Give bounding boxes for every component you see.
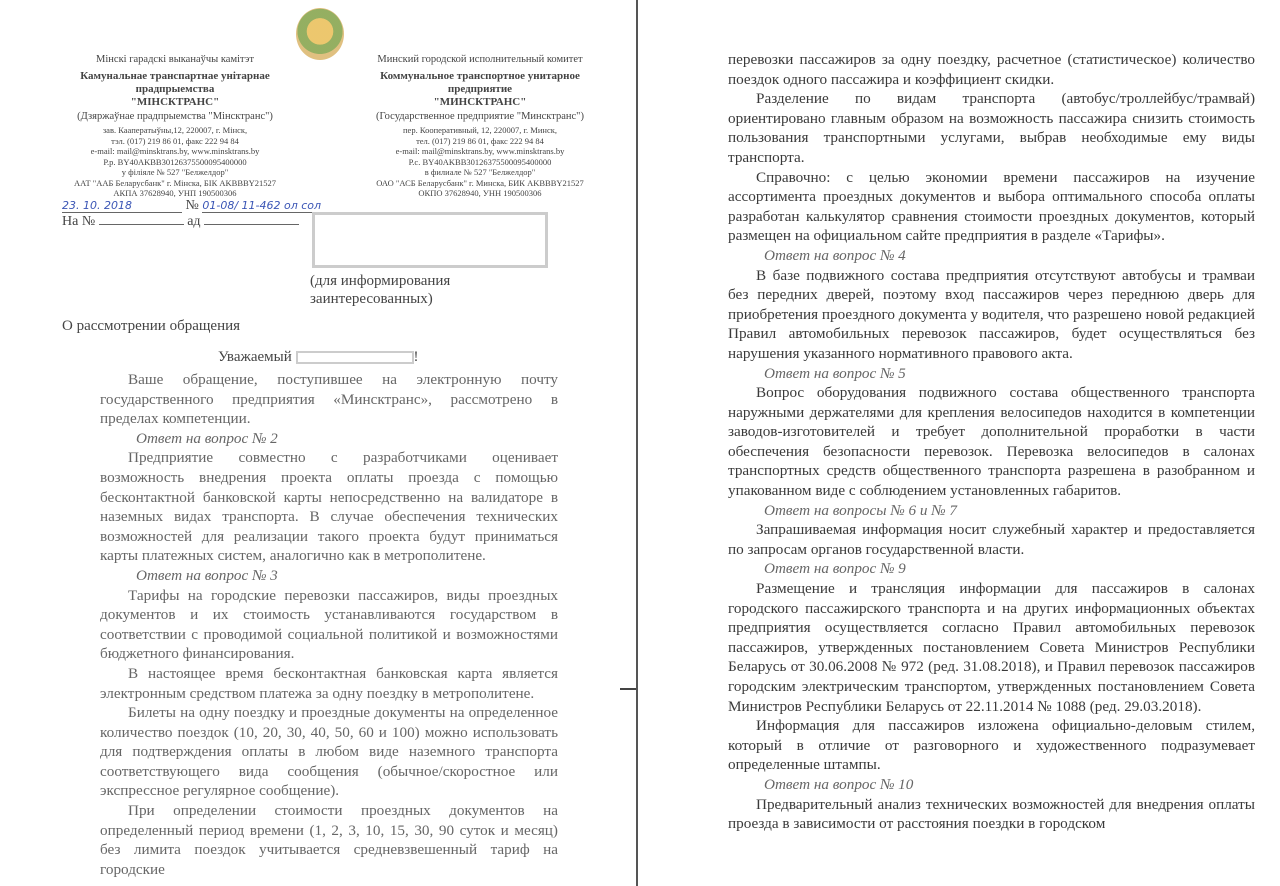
committee-name: Мінскі гарадскі выканаўчы камітэт xyxy=(96,54,254,65)
contact-line: тел. (017) 219 86 01, факс 222 94 84 xyxy=(416,135,544,146)
contact-line: ААТ "ААБ Беларусбанк" г. Мінска, БІК AKBBBY21527 xyxy=(73,177,277,188)
contact-line: e-mail: mail@minsktrans.by, www.minsktrans.by xyxy=(395,146,565,156)
answer-heading: Ответ на вопрос № 3 xyxy=(136,566,278,584)
addressee: (для информирования заинтересованных) xyxy=(310,273,451,307)
paragraph: При определении стоимости проездных документов на определенный период времени (1, 2, 3, 10, 15, 30, 90 суток и месяц) без лимита поездок учитывается средневзвешенный тариф на городские xyxy=(100,802,558,878)
redacted-address xyxy=(312,212,548,268)
contact-line: тэл. (017) 219 86 01, факс 222 94 84 xyxy=(111,135,239,146)
paragraph: Размещение и трансляция информации для пассажиров в салонах городского пассажирского транспорта и на других информационных объектах предприятия осуществляется согласно Правил автомобильных перевозок пассажиров, утвержденных постановлением Совета Министров Республики Беларусь от 30.06.2008 № 972 (ред. 31.08.2018), и Правил перевозок пассажиров городским электрическим транспортом, утвержденных постановлением Совета Министров Республики Беларусь от 22.11.2014 № 1088 (ред. 29.03.2018). xyxy=(728,580,1255,715)
letterhead-russian xyxy=(355,55,605,199)
paragraph: Разделение по видам транспорта (автобус/троллейбус/трамвай) ориентировано главным образом на возможность пассажира снизить стоимость пользования транспортными услугами, выбрав необходимые ему виды транспорта. xyxy=(728,90,1255,166)
answer-heading: Ответ на вопрос № 5 xyxy=(764,364,906,382)
org-short-name: "МІНСКТРАНС" xyxy=(130,95,220,108)
greeting xyxy=(218,349,419,366)
greeting-prefix: Уважаемый xyxy=(218,349,292,365)
paragraph: перевозки пассажиров за одну поездку, расчетное (статистическое) количество поездок одного пассажира и коэффициент скидки. xyxy=(728,51,1255,88)
letterhead-belarusian xyxy=(55,55,295,199)
contact-line: в филиале № 527 "Белжелдор" xyxy=(424,167,536,177)
contact-line: у філіяле № 527 "Белжелдор" xyxy=(121,167,229,177)
left-page xyxy=(0,0,630,886)
paragraph: Ваше обращение, поступившее на электронную почту государственного предприятия «Минсктранс», рассмотрено в пределах компетенции. xyxy=(100,371,558,428)
org-subtitle: (Государственное предприятие "Минсктранс") xyxy=(376,110,584,122)
state-emblem-icon xyxy=(296,8,344,60)
paragraph: В настоящее время бесконтактная банковская карта является электронным средством платежа за одну поездку в метрополитене. xyxy=(100,664,558,702)
divider-mark xyxy=(620,688,636,690)
org-name: Коммунальное транспортное унитарное предприятие xyxy=(380,69,580,95)
letter-subject: О рассмотрении обращения xyxy=(62,318,241,334)
paragraph: Предприятие совместно с разработчиками оценивает возможность внедрения проекта оплаты проезда с помощью бесконтактной банковской карты непосредственно на валидаторе в наземных видах транспорта. В случае обеспечения технических возможностей для реализации такого проекта будут приниматься карты платежных систем, аналогично как в метрополитене. xyxy=(100,449,558,565)
contact-line: Р.с. BY40AKBB30126375500095400000 xyxy=(408,156,552,167)
contact-line: ОАО "АСБ Беларусбанк" г. Минска, БИК AKBBBY21527 xyxy=(376,177,584,188)
right-page xyxy=(645,0,1280,886)
committee-name: Минский городской исполнительный комитет xyxy=(377,54,583,65)
paragraph: Информация для пассажиров изложена официально-деловым стилем, который в отличие от разговорного и художественного подразумевает определенные штампы. xyxy=(728,717,1255,774)
reference-line xyxy=(62,214,299,230)
contact-lines xyxy=(55,125,295,199)
answer-heading: Ответ на вопросы № 6 и № 7 xyxy=(764,501,957,519)
contact-line: АКПА 37628940, УНП 190500306 xyxy=(113,188,237,198)
paragraph: Справочно: с целью экономии времени пассажиров на изучение ассортимента проездных документов и выбора оптимального способа оплаты разработан калькулятор сравнения стоимости проездных документов, который размещен на официальном сайте предприятия в разделе «Тарифы». xyxy=(728,168,1255,245)
contact-line: Р.р. BY40AKBB30126375500095400000 xyxy=(103,156,247,167)
number-label: № xyxy=(185,198,199,213)
contact-line: e-mail: mail@minsktrans.by, www.minsktrans.by xyxy=(90,146,260,156)
registration-line xyxy=(62,198,352,214)
org-name: Камунальнае транспартнае унітарнае прадпрыемства xyxy=(80,69,270,95)
ref-label: На № xyxy=(62,214,96,229)
redacted-name xyxy=(296,351,414,364)
answer-heading: Ответ на вопрос № 2 xyxy=(136,429,278,447)
answer-heading: Ответ на вопрос № 9 xyxy=(764,560,906,578)
contact-lines xyxy=(355,125,605,199)
paragraph: В базе подвижного состава предприятия отсутствуют автобусы и трамваи без передних дверей, поэтому вход пассажиров через переднюю дверь для приобретения проездного документа у водителя, что разрешено новой редакцией Правил автомобильных перевозок пассажиров, будет осуществляться без нарушения указанного нормативного правового акта. xyxy=(728,266,1255,362)
contact-line: ОКПО 37628940, УНН 190500306 xyxy=(418,188,542,198)
left-body xyxy=(100,370,558,879)
paragraph: Тарифы на городские перевозки пассажиров, виды проездных документов и их стоимость устанавливаются государством в соответствии с проводимой социальной политикой и возможностями бюджетного финансирования. xyxy=(100,586,558,663)
right-body xyxy=(728,50,1255,834)
contact-line: зав. Кааператыўны,12, 220007, г. Мінск, xyxy=(102,125,248,135)
paragraph: Билеты на одну поездку и проездные документы на определенное количество поездок (10, 20, 30, 40, 50, 60 и 100) можно использовать для подтверждения оплаты в любом виде наземного транспорта соответствующего вида сообщения (обычное/скоростное или экспрессное регулярное сообщение). xyxy=(100,704,558,800)
greeting-suffix: ! xyxy=(413,349,419,365)
paragraph: Вопрос оборудования подвижного состава общественного транспорта наружными держателями для крепления велосипедов находится в компетенции заводов-изготовителей и требует дополнительной проработки в части обеспечения безопасности перевозок. Перевозка велосипедов в салонах транспортных средств общественного транспорта разрешена в разобранном и упакованном виде с соблюдением установленных габаритов. xyxy=(728,384,1255,500)
registration-date: 23. 10. 2018 xyxy=(62,199,182,213)
org-subtitle: (Дзяржаўнае прадпрыемства "Мінсктранс") xyxy=(77,110,273,122)
org-short-name: "МИНСКТРАНС" xyxy=(433,95,527,108)
paragraph: Запрашиваемая информация носит служебный характер и предоставляется по запросам органов государственной власти. xyxy=(728,521,1255,558)
answer-heading: Ответ на вопрос № 10 xyxy=(764,775,914,793)
paragraph: Предварительный анализ технических возможностей для внедрения оплаты проезда в зависимости от расстояния поездки в городском xyxy=(728,795,1255,833)
answer-heading: Ответ на вопрос № 4 xyxy=(764,246,906,264)
from-label: ад xyxy=(187,214,201,229)
contact-line: пер. Кооперативный, 12, 220007, г. Минск, xyxy=(403,125,557,135)
page-divider xyxy=(636,0,638,886)
registration-number: 01-08/ 11-462 ол сол xyxy=(202,199,352,213)
